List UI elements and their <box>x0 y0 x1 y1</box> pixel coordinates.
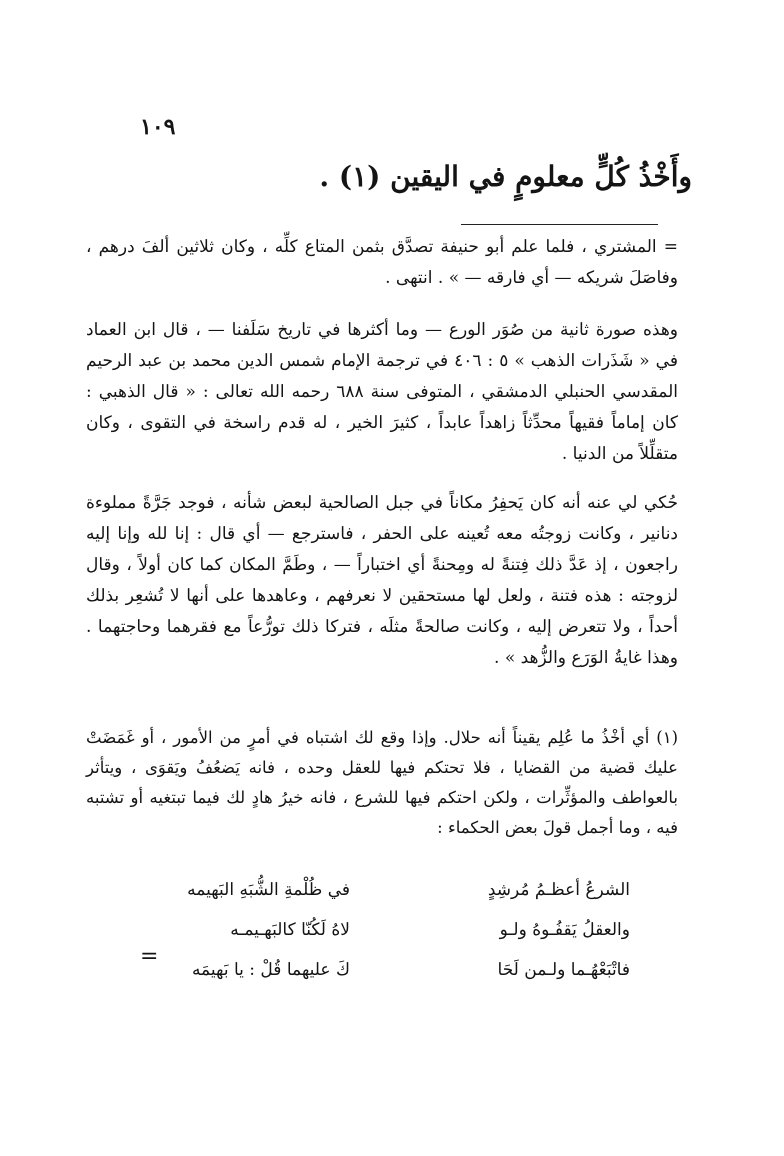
poem-first-hemistich: الشرعُ أعظـمُ مُرشِدٍ <box>487 880 630 900</box>
poem-verse <box>130 950 630 990</box>
poem-second-hemistich: لاهُ لَكُنّا كالبَهـيمـه <box>230 920 350 940</box>
page-number: ١٠٩ <box>140 114 176 140</box>
poem-verse <box>130 870 630 910</box>
paragraph-text: وهذه صورة ثانية من صُوَر الورع — وما أكثرها في تاريخ سَلَفنا — ، قال ابن العماد في « شَذَرات الذهب » ٥ : ٤٠٦ في ترجمة الإمام شمس الدين محمد بن عبد الرحيم المقدسي الحنبلي الدمشقي ، المتوفى سنة ٦٨٨ رحمه الله تعالى : « قال الذهبي : كان إماماً فقيهاً محدِّثاً زاهداً عابداً ، كثيرَ الخير ، له قدم راسخة في التقوى ، وكان متقلِّلاً من الدنيا . <box>86 320 678 464</box>
footnote-rule <box>461 224 658 225</box>
footnote <box>86 723 678 843</box>
poem-first-hemistich: فاتْبَعْهُـما ولـمن لَحَا <box>497 960 630 980</box>
continuation-mark: = <box>140 944 159 969</box>
paragraph-text: حُكي لي عنه أنه كان يَحفِرُ مكاناً في جبل الصالحية لبعض شأنه ، فوجد جَرَّةً مملوءة دنانير ، وكانت زوجتُه معه تُعينه على الحفر ، فاسترجع — أي قال : إنا لله وإنا إليه راجعون ، إذ عَدَّ ذلك فِتنةً له ومِحنةً أي اختباراً — ، وطَمَّ المكان كما كان أولاً ، وقال لزوجته : هذه فتنة ، ولعل لها مستحقين لا نعرفهم ، وعاهدها على أنها لا تُشعِر بذلك أحداً ، ولا تتعرض إليه ، وكانت صالحةً مثلَه ، فتركا ذلك تورُّعاً مع فقرهما وحاجتهما . وهذا غايةُ الوَرَع والزُّهد » . <box>86 493 678 668</box>
poem-second-hemistich: في ظُلْمةِ الشُّبَهِ البَهيمه <box>187 880 350 900</box>
poem-verse <box>130 910 630 950</box>
body-paragraph-continued <box>86 232 678 294</box>
poem <box>130 870 630 990</box>
poem-second-hemistich: كَ عليهما قُلْ : يا بَهيمَه <box>191 960 350 980</box>
body-paragraph-story <box>86 488 678 674</box>
paragraph-text: = المشتري ، فلما علم أبو حنيفة تصدَّق بثمن المتاع كلِّه ، وكان ثلاثين ألفَ درهم ، وفاصَلَ شريكه — أي فارقه — » . انتهى . <box>86 237 678 288</box>
body-paragraph-second-example <box>86 315 678 470</box>
chapter-heading: وأَخْذُ كُلٍّ معلومٍ في اليقين (١) . <box>319 160 692 193</box>
footnote-text: (١) أي أخْذُ ما عُلِم يقيناً أنه حلال. وإذا وقع لك اشتباه في أمرٍ من الأمور ، أو غَمَضَتْ عليك قضية من القضايا ، فلا تحتكم فيها للعقل وحده ، فانه يَضعُفُ ويَقوَى ، ويتأثر بالعواطف والمؤثِّرات ، ولكن احتكم فيها للشرع ، فانه خيرُ هادٍ لك فيما تبتغيه أو تشتبه فيه ، وما أجمل قولَ بعض الحكماء : <box>86 728 678 837</box>
poem-first-hemistich: والعقلُ يَقفُـوهُ ولـو <box>499 920 630 940</box>
